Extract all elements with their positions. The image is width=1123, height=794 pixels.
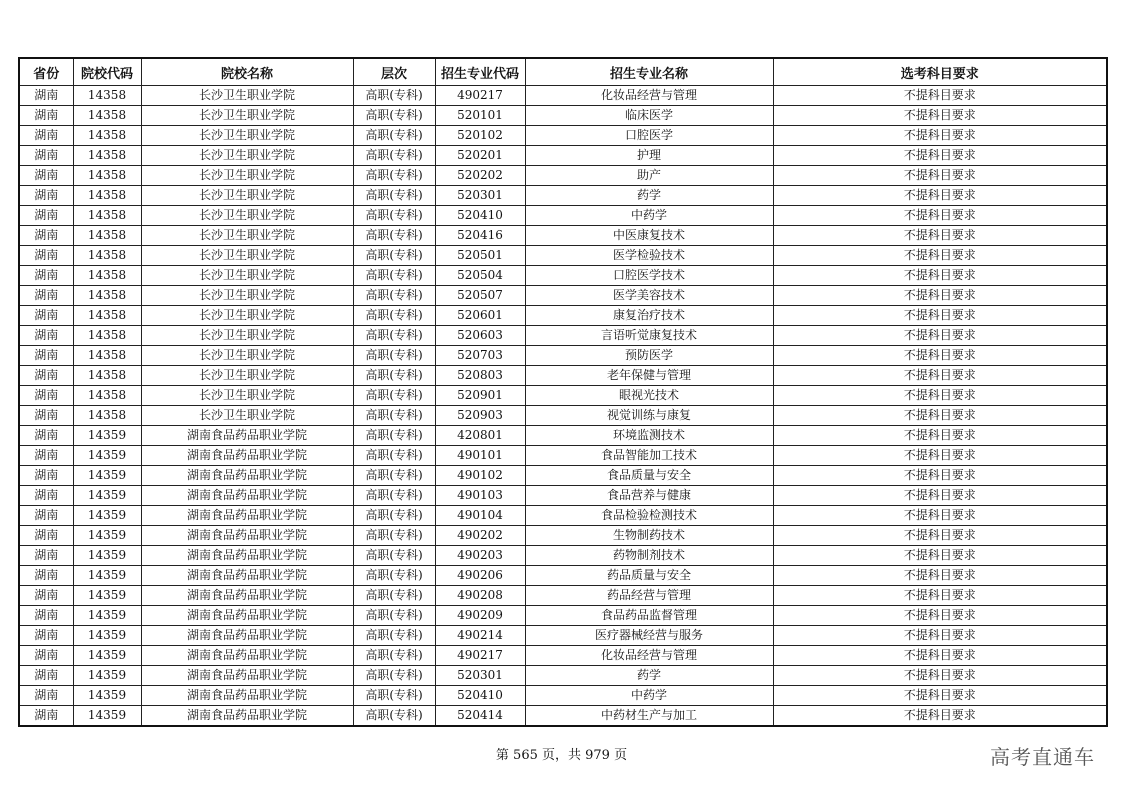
cell-subject-requirement: 不提科目要求 — [773, 666, 1107, 686]
cell-level: 高职(专科) — [353, 206, 435, 226]
cell-school-name: 长沙卫生职业学院 — [141, 246, 353, 266]
table-row — [19, 206, 1107, 226]
cell-school-code: 14359 — [73, 486, 141, 506]
cell-major-code: 520101 — [435, 106, 525, 126]
cell-major-code: 490101 — [435, 446, 525, 466]
cell-subject-requirement: 不提科目要求 — [773, 186, 1107, 206]
cell-major-name: 中药学 — [525, 686, 773, 706]
cell-subject-requirement: 不提科目要求 — [773, 266, 1107, 286]
cell-school-name: 长沙卫生职业学院 — [141, 286, 353, 306]
cell-province: 湖南 — [19, 286, 73, 306]
cell-province: 湖南 — [19, 226, 73, 246]
table-row — [19, 666, 1107, 686]
cell-major-code: 520301 — [435, 666, 525, 686]
table-row — [19, 286, 1107, 306]
table-row — [19, 706, 1107, 727]
cell-school-code: 14359 — [73, 446, 141, 466]
table-row — [19, 426, 1107, 446]
cell-school-name: 长沙卫生职业学院 — [141, 166, 353, 186]
cell-major-name: 药品质量与安全 — [525, 566, 773, 586]
cell-major-name: 生物制药技术 — [525, 526, 773, 546]
cell-level: 高职(专科) — [353, 146, 435, 166]
cell-major-code: 520301 — [435, 186, 525, 206]
cell-province: 湖南 — [19, 486, 73, 506]
cell-school-code: 14358 — [73, 146, 141, 166]
header-province: 省份 — [19, 58, 73, 86]
cell-school-name: 湖南食品药品职业学院 — [141, 586, 353, 606]
cell-province: 湖南 — [19, 706, 73, 727]
cell-school-code: 14359 — [73, 646, 141, 666]
cell-school-name: 湖南食品药品职业学院 — [141, 506, 353, 526]
cell-major-name: 眼视光技术 — [525, 386, 773, 406]
cell-school-name: 湖南食品药品职业学院 — [141, 546, 353, 566]
cell-major-name: 药学 — [525, 666, 773, 686]
cell-province: 湖南 — [19, 266, 73, 286]
table-body — [19, 86, 1107, 727]
cell-province: 湖南 — [19, 306, 73, 326]
cell-major-name: 环境监测技术 — [525, 426, 773, 446]
cell-level: 高职(专科) — [353, 626, 435, 646]
cell-school-name: 湖南食品药品职业学院 — [141, 466, 353, 486]
table-row — [19, 406, 1107, 426]
cell-school-name: 长沙卫生职业学院 — [141, 146, 353, 166]
cell-school-code: 14358 — [73, 186, 141, 206]
cell-major-code: 520410 — [435, 206, 525, 226]
cell-level: 高职(专科) — [353, 706, 435, 727]
cell-province: 湖南 — [19, 666, 73, 686]
cell-major-code: 520102 — [435, 126, 525, 146]
cell-school-name: 长沙卫生职业学院 — [141, 106, 353, 126]
cell-school-name: 长沙卫生职业学院 — [141, 366, 353, 386]
header-subject-requirement: 选考科目要求 — [773, 58, 1107, 86]
cell-province: 湖南 — [19, 646, 73, 666]
cell-major-name: 医学检验技术 — [525, 246, 773, 266]
cell-school-code: 14358 — [73, 366, 141, 386]
table-row — [19, 506, 1107, 526]
admissions-table — [18, 57, 1108, 727]
cell-subject-requirement: 不提科目要求 — [773, 626, 1107, 646]
cell-province: 湖南 — [19, 406, 73, 426]
cell-level: 高职(专科) — [353, 406, 435, 426]
table-row — [19, 146, 1107, 166]
cell-major-name: 中药材生产与加工 — [525, 706, 773, 727]
cell-major-name: 化妆品经营与管理 — [525, 646, 773, 666]
cell-subject-requirement: 不提科目要求 — [773, 346, 1107, 366]
cell-school-code: 14358 — [73, 406, 141, 426]
cell-major-name: 食品检验检测技术 — [525, 506, 773, 526]
watermark: 高考直通车 — [990, 745, 1095, 769]
cell-major-code: 520803 — [435, 366, 525, 386]
cell-major-name: 食品质量与安全 — [525, 466, 773, 486]
cell-major-name: 康复治疗技术 — [525, 306, 773, 326]
cell-school-name: 湖南食品药品职业学院 — [141, 666, 353, 686]
cell-level: 高职(专科) — [353, 506, 435, 526]
cell-subject-requirement: 不提科目要求 — [773, 206, 1107, 226]
cell-school-code: 14359 — [73, 586, 141, 606]
cell-major-name: 食品营养与健康 — [525, 486, 773, 506]
cell-major-name: 化妆品经营与管理 — [525, 86, 773, 106]
cell-major-code: 520903 — [435, 406, 525, 426]
cell-province: 湖南 — [19, 206, 73, 226]
cell-level: 高职(专科) — [353, 466, 435, 486]
header-school-name: 院校名称 — [141, 58, 353, 86]
cell-major-name: 药物制剂技术 — [525, 546, 773, 566]
cell-major-code: 520202 — [435, 166, 525, 186]
cell-level: 高职(专科) — [353, 126, 435, 146]
cell-province: 湖南 — [19, 166, 73, 186]
cell-province: 湖南 — [19, 186, 73, 206]
cell-major-name: 言语听觉康复技术 — [525, 326, 773, 346]
cell-level: 高职(专科) — [353, 446, 435, 466]
cell-major-code: 520414 — [435, 706, 525, 727]
table-row — [19, 526, 1107, 546]
cell-level: 高职(专科) — [353, 186, 435, 206]
cell-school-code: 14358 — [73, 246, 141, 266]
table-row — [19, 386, 1107, 406]
cell-level: 高职(专科) — [353, 246, 435, 266]
cell-major-code: 520501 — [435, 246, 525, 266]
header-level: 层次 — [353, 58, 435, 86]
table-row — [19, 366, 1107, 386]
table-row — [19, 266, 1107, 286]
cell-province: 湖南 — [19, 386, 73, 406]
cell-major-code: 520507 — [435, 286, 525, 306]
table-row — [19, 626, 1107, 646]
cell-school-name: 湖南食品药品职业学院 — [141, 526, 353, 546]
cell-level: 高职(专科) — [353, 526, 435, 546]
cell-province: 湖南 — [19, 366, 73, 386]
cell-major-name: 预防医学 — [525, 346, 773, 366]
cell-school-code: 14358 — [73, 326, 141, 346]
cell-province: 湖南 — [19, 506, 73, 526]
cell-major-name: 药品经营与管理 — [525, 586, 773, 606]
header-major-name: 招生专业名称 — [525, 58, 773, 86]
table-row — [19, 486, 1107, 506]
cell-province: 湖南 — [19, 466, 73, 486]
cell-major-code: 490214 — [435, 626, 525, 646]
cell-level: 高职(专科) — [353, 346, 435, 366]
cell-major-name: 护理 — [525, 146, 773, 166]
cell-major-name: 口腔医学技术 — [525, 266, 773, 286]
cell-school-code: 14358 — [73, 226, 141, 246]
cell-level: 高职(专科) — [353, 686, 435, 706]
cell-school-name: 湖南食品药品职业学院 — [141, 706, 353, 727]
cell-major-name: 视觉训练与康复 — [525, 406, 773, 426]
cell-school-name: 湖南食品药品职业学院 — [141, 646, 353, 666]
cell-school-name: 长沙卫生职业学院 — [141, 226, 353, 246]
table-row — [19, 606, 1107, 626]
cell-subject-requirement: 不提科目要求 — [773, 166, 1107, 186]
cell-province: 湖南 — [19, 246, 73, 266]
cell-level: 高职(专科) — [353, 566, 435, 586]
cell-school-name: 湖南食品药品职业学院 — [141, 626, 353, 646]
cell-province: 湖南 — [19, 126, 73, 146]
cell-major-code: 520410 — [435, 686, 525, 706]
cell-school-code: 14359 — [73, 566, 141, 586]
cell-subject-requirement: 不提科目要求 — [773, 426, 1107, 446]
cell-level: 高职(专科) — [353, 226, 435, 246]
cell-province: 湖南 — [19, 526, 73, 546]
cell-subject-requirement: 不提科目要求 — [773, 246, 1107, 266]
cell-province: 湖南 — [19, 626, 73, 646]
cell-major-name: 临床医学 — [525, 106, 773, 126]
cell-major-code: 490217 — [435, 646, 525, 666]
cell-subject-requirement: 不提科目要求 — [773, 306, 1107, 326]
cell-major-code: 520901 — [435, 386, 525, 406]
cell-province: 湖南 — [19, 586, 73, 606]
cell-major-code: 490104 — [435, 506, 525, 526]
cell-school-code: 14359 — [73, 666, 141, 686]
table-row — [19, 446, 1107, 466]
cell-major-name: 助产 — [525, 166, 773, 186]
cell-subject-requirement: 不提科目要求 — [773, 406, 1107, 426]
cell-level: 高职(专科) — [353, 286, 435, 306]
cell-subject-requirement: 不提科目要求 — [773, 326, 1107, 346]
cell-school-code: 14359 — [73, 626, 141, 646]
cell-province: 湖南 — [19, 546, 73, 566]
table-row — [19, 126, 1107, 146]
table-row — [19, 326, 1107, 346]
cell-subject-requirement: 不提科目要求 — [773, 606, 1107, 626]
cell-school-code: 14359 — [73, 426, 141, 446]
table-row — [19, 246, 1107, 266]
cell-school-code: 14359 — [73, 706, 141, 727]
cell-level: 高职(专科) — [353, 386, 435, 406]
cell-school-name: 湖南食品药品职业学院 — [141, 446, 353, 466]
cell-subject-requirement: 不提科目要求 — [773, 486, 1107, 506]
cell-school-code: 14358 — [73, 286, 141, 306]
cell-subject-requirement: 不提科目要求 — [773, 446, 1107, 466]
cell-province: 湖南 — [19, 566, 73, 586]
cell-major-code: 490103 — [435, 486, 525, 506]
cell-major-name: 药学 — [525, 186, 773, 206]
cell-school-name: 长沙卫生职业学院 — [141, 346, 353, 366]
cell-province: 湖南 — [19, 326, 73, 346]
cell-subject-requirement: 不提科目要求 — [773, 366, 1107, 386]
cell-major-name: 食品药品监督管理 — [525, 606, 773, 626]
cell-major-code: 490217 — [435, 86, 525, 106]
table-row — [19, 346, 1107, 366]
cell-major-code: 520601 — [435, 306, 525, 326]
cell-level: 高职(专科) — [353, 426, 435, 446]
page-number: 第 565 页，共 979 页 — [495, 748, 628, 763]
cell-school-name: 长沙卫生职业学院 — [141, 406, 353, 426]
cell-level: 高职(专科) — [353, 166, 435, 186]
table-row — [19, 186, 1107, 206]
cell-major-code: 490208 — [435, 586, 525, 606]
cell-school-code: 14358 — [73, 166, 141, 186]
cell-subject-requirement: 不提科目要求 — [773, 646, 1107, 666]
cell-province: 湖南 — [19, 606, 73, 626]
table-row — [19, 166, 1107, 186]
cell-province: 湖南 — [19, 146, 73, 166]
cell-school-code: 14358 — [73, 386, 141, 406]
cell-major-name: 老年保健与管理 — [525, 366, 773, 386]
cell-school-code: 14359 — [73, 546, 141, 566]
cell-subject-requirement: 不提科目要求 — [773, 226, 1107, 246]
cell-school-name: 长沙卫生职业学院 — [141, 86, 353, 106]
cell-school-code: 14359 — [73, 606, 141, 626]
cell-school-name: 长沙卫生职业学院 — [141, 266, 353, 286]
cell-province: 湖南 — [19, 106, 73, 126]
cell-level: 高职(专科) — [353, 606, 435, 626]
cell-school-name: 湖南食品药品职业学院 — [141, 606, 353, 626]
cell-school-code: 14358 — [73, 266, 141, 286]
cell-major-code: 520416 — [435, 226, 525, 246]
cell-school-name: 长沙卫生职业学院 — [141, 126, 353, 146]
cell-school-code: 14359 — [73, 506, 141, 526]
cell-major-code: 520504 — [435, 266, 525, 286]
table-row — [19, 306, 1107, 326]
cell-school-code: 14358 — [73, 86, 141, 106]
cell-major-code: 490202 — [435, 526, 525, 546]
cell-school-name: 湖南食品药品职业学院 — [141, 486, 353, 506]
cell-subject-requirement: 不提科目要求 — [773, 466, 1107, 486]
header-major-code: 招生专业代码 — [435, 58, 525, 86]
table-row — [19, 686, 1107, 706]
cell-subject-requirement: 不提科目要求 — [773, 286, 1107, 306]
cell-level: 高职(专科) — [353, 666, 435, 686]
cell-school-code: 14358 — [73, 206, 141, 226]
cell-level: 高职(专科) — [353, 106, 435, 126]
cell-subject-requirement: 不提科目要求 — [773, 146, 1107, 166]
cell-school-name: 长沙卫生职业学院 — [141, 186, 353, 206]
cell-major-name: 食品智能加工技术 — [525, 446, 773, 466]
cell-school-code: 14358 — [73, 126, 141, 146]
cell-province: 湖南 — [19, 86, 73, 106]
cell-province: 湖南 — [19, 426, 73, 446]
header-row — [19, 58, 1107, 86]
cell-level: 高职(专科) — [353, 326, 435, 346]
cell-school-code: 14359 — [73, 526, 141, 546]
cell-major-code: 520201 — [435, 146, 525, 166]
header-school-code: 院校代码 — [73, 58, 141, 86]
cell-school-code: 14358 — [73, 346, 141, 366]
cell-major-name: 中药学 — [525, 206, 773, 226]
cell-level: 高职(专科) — [353, 306, 435, 326]
cell-major-code: 490102 — [435, 466, 525, 486]
cell-subject-requirement: 不提科目要求 — [773, 586, 1107, 606]
cell-level: 高职(专科) — [353, 646, 435, 666]
cell-level: 高职(专科) — [353, 486, 435, 506]
table-row — [19, 86, 1107, 106]
cell-major-name: 口腔医学 — [525, 126, 773, 146]
cell-major-code: 520703 — [435, 346, 525, 366]
cell-school-code: 14359 — [73, 466, 141, 486]
cell-school-name: 长沙卫生职业学院 — [141, 306, 353, 326]
cell-subject-requirement: 不提科目要求 — [773, 526, 1107, 546]
cell-level: 高职(专科) — [353, 86, 435, 106]
cell-province: 湖南 — [19, 446, 73, 466]
cell-subject-requirement: 不提科目要求 — [773, 706, 1107, 727]
table-row — [19, 646, 1107, 666]
cell-level: 高职(专科) — [353, 546, 435, 566]
cell-subject-requirement: 不提科目要求 — [773, 506, 1107, 526]
table-row — [19, 226, 1107, 246]
cell-major-name: 医学美容技术 — [525, 286, 773, 306]
cell-major-code: 490209 — [435, 606, 525, 626]
cell-school-name: 湖南食品药品职业学院 — [141, 426, 353, 446]
cell-school-code: 14358 — [73, 106, 141, 126]
cell-school-name: 长沙卫生职业学院 — [141, 326, 353, 346]
table-row — [19, 106, 1107, 126]
cell-major-name: 医疗器械经营与服务 — [525, 626, 773, 646]
cell-school-code: 14358 — [73, 306, 141, 326]
cell-level: 高职(专科) — [353, 366, 435, 386]
cell-subject-requirement: 不提科目要求 — [773, 566, 1107, 586]
cell-major-code: 520603 — [435, 326, 525, 346]
cell-level: 高职(专科) — [353, 586, 435, 606]
cell-subject-requirement: 不提科目要求 — [773, 386, 1107, 406]
cell-major-code: 490203 — [435, 546, 525, 566]
cell-subject-requirement: 不提科目要求 — [773, 106, 1107, 126]
cell-province: 湖南 — [19, 346, 73, 366]
cell-school-name: 长沙卫生职业学院 — [141, 206, 353, 226]
cell-school-name: 长沙卫生职业学院 — [141, 386, 353, 406]
table-row — [19, 566, 1107, 586]
cell-subject-requirement: 不提科目要求 — [773, 86, 1107, 106]
cell-province: 湖南 — [19, 686, 73, 706]
cell-school-name: 湖南食品药品职业学院 — [141, 566, 353, 586]
table-row — [19, 586, 1107, 606]
cell-subject-requirement: 不提科目要求 — [773, 126, 1107, 146]
table-row — [19, 466, 1107, 486]
cell-subject-requirement: 不提科目要求 — [773, 546, 1107, 566]
cell-school-code: 14359 — [73, 686, 141, 706]
cell-major-name: 中医康复技术 — [525, 226, 773, 246]
cell-major-code: 420801 — [435, 426, 525, 446]
cell-major-code: 490206 — [435, 566, 525, 586]
table-row — [19, 546, 1107, 566]
cell-level: 高职(专科) — [353, 266, 435, 286]
cell-school-name: 湖南食品药品职业学院 — [141, 686, 353, 706]
cell-subject-requirement: 不提科目要求 — [773, 686, 1107, 706]
